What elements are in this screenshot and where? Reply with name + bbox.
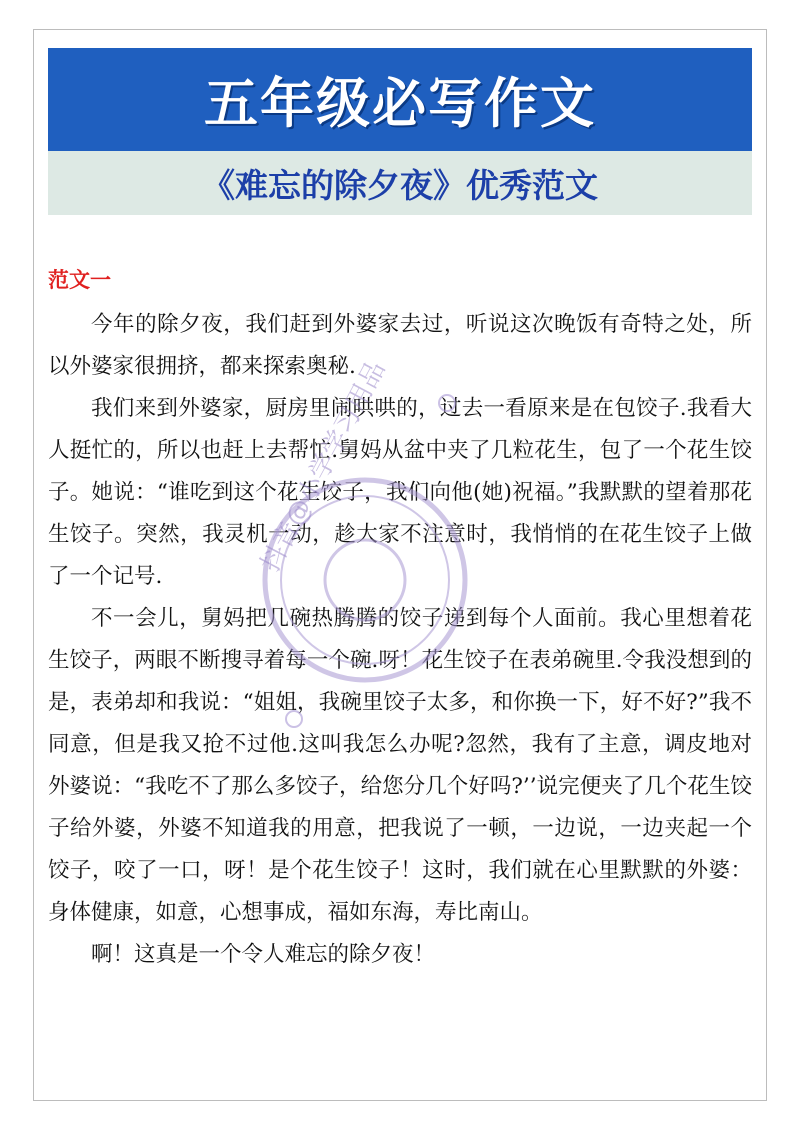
watermark-dot-icon [285,710,303,728]
essay-paragraph: 不一会儿，舅妈把几碗热腾腾的饺子递到每个人面前。我心里想着花生饺子，两眼不断搜寻着每一个碗.呀！花生饺子在表弟碗里.令我没想到的是，表弟却和我说：“姐姐，我碗里饺子太多，和你换一下，好不好?”我不同意，但是我又抢不过他.这叫我怎么办呢?忽然，我有了主意，调皮地对外婆说：“我吃不了那么多饺子，给您分几个好吗?’’说完便夹了几个花生饺子给外婆，外婆不知道我的用意，把我说了一顿，一边说，一边夹起一个饺子，咬了一口，呀！是个花生饺子！这时，我们就在心里默默的外婆：身体健康，如意，心想事成，福如东海，寿比南山。 [48,606,752,925]
page-subtitle: 《难忘的除夕夜》优秀范文 [202,165,598,205]
essay-body [48,304,752,976]
essay-paragraph: 今年的除夕夜，我们赶到外婆家去过，听说这次晚饭有奇特之处，所以外婆家很拥挤，都来探索奥秘. [48,312,752,379]
essay-paragraph: 啊！这真是一个令人难忘的除夕夜！ [91,942,436,967]
subtitle-banner [48,151,752,215]
essay-label: 范文一 [48,268,111,292]
watermark-dot-icon [438,394,456,412]
page-title: 五年级必写作文 [204,71,596,135]
essay-paragraph: 我们来到外婆家，厨房里闹哄哄的，过去一看原来是在包饺子.我看大人挺忙的，所以也赶上去帮忙.舅妈从盆中夹了几粒花生，包了一个花生饺子。她说：“谁吃到这个花生饺子，我们向他(她)祝福。”我默默的望着那花生饺子。突然，我灵机一动，趁大家不注意时，我悄悄的在花生饺子上做了一个记号. [48,396,752,589]
watermark-text: 抖音@小学学习用品 [255,356,392,577]
title-banner [48,48,752,151]
